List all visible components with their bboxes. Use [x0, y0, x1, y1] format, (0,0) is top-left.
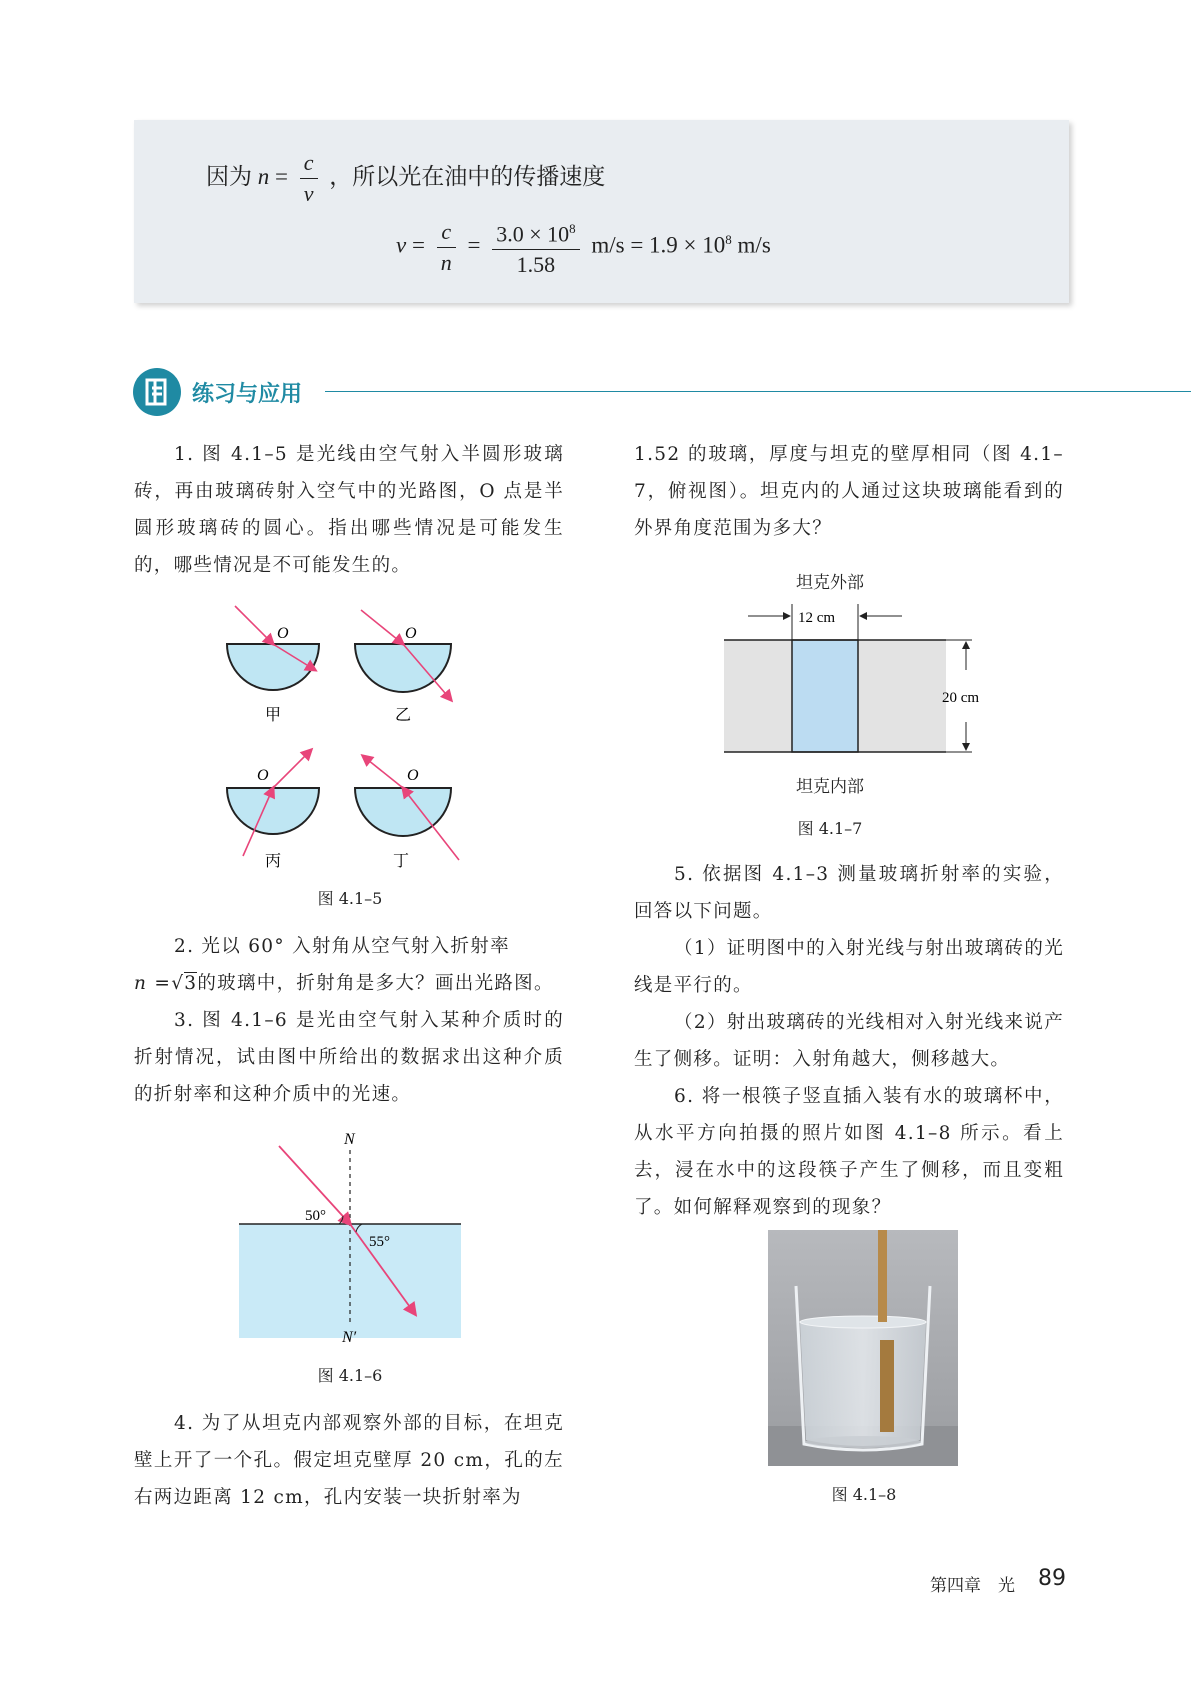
caption-4-1-7: 图 4.1–7	[797, 819, 863, 838]
section-title: 练习与应用	[192, 382, 303, 407]
question-3	[134, 1002, 564, 1113]
num-exponent: 8	[569, 221, 576, 236]
label-o: O	[405, 625, 417, 642]
caption-4-1-8: 图 4.1–8	[831, 1485, 897, 1504]
section-divider	[325, 391, 1191, 392]
denominator-v: v	[303, 181, 314, 206]
diagram-bing	[227, 750, 319, 870]
tank-inside-label: 坦克内部	[796, 777, 864, 797]
label-n-prime: N′	[342, 1329, 357, 1346]
label-n: N	[344, 1131, 355, 1148]
figure-4-1-5	[215, 600, 475, 880]
chopstick-below	[880, 1340, 894, 1432]
question-2-line1: 2. 光以 60° 入射角从空气射入折射率	[174, 936, 510, 957]
result-exponent: 8	[725, 231, 732, 247]
numerator-value	[492, 216, 579, 250]
question-5-1-text: （1）证明图中的入射光线与射出玻璃砖的光线是平行的。	[634, 938, 1064, 996]
exercise-icon	[133, 368, 181, 416]
text-because: 因为	[206, 163, 252, 189]
figure-4-1-6	[235, 1128, 465, 1348]
var-n: n	[257, 163, 270, 189]
speed-formula-line	[206, 150, 605, 207]
sqrt-value: 3	[184, 973, 198, 994]
chapter-label: 第四章 光	[930, 1576, 1015, 1596]
width-label: 12 cm	[798, 610, 836, 626]
example-solution-box	[134, 120, 1069, 303]
label-yi: 乙	[395, 707, 412, 724]
question-6-text: 6. 将一根筷子竖直插入装有水的玻璃杯中，从水平方向拍摄的照片如图 4.1–8 所示。看上去，浸在水中的这段筷子产生了侧移，而且变粗了。如何解释观察到的现象？	[634, 1086, 1064, 1218]
page-number: 89	[1038, 1566, 1066, 1591]
denominator-value: 1.58	[516, 252, 556, 278]
label-o: O	[407, 767, 419, 784]
glass-window	[792, 640, 858, 752]
question-3-text: 3. 图 4.1–6 是光由空气射入某种介质时的折射情况，试由图中所给出的数据求出这种介质的折射率和这种介质中的光速。	[134, 1010, 564, 1105]
caption-4-1-6: 图 4.1–6	[317, 1366, 383, 1385]
question-5-2-text: （2）射出玻璃砖的光线相对入射光线来说产生了侧移。证明：入射角越大，侧移越大。	[634, 1012, 1064, 1070]
tank-outside-label: 坦克外部	[796, 573, 864, 593]
label-o: O	[277, 625, 289, 642]
numerator-c: c	[437, 219, 456, 248]
diagram-yi	[355, 610, 451, 724]
var-v: v	[396, 232, 407, 258]
question-4-text: 4. 为了从坦克内部观察外部的目标，在坦克壁上开了一个孔。假定坦克壁厚 20 cm，孔的左右两边距离 12 cm，孔内安装一块折射率为	[134, 1413, 564, 1508]
figure-4-1-8-photo	[768, 1230, 958, 1466]
question-5-text: 5. 依据图 4.1–3 测量玻璃折射率的实验，回答以下问题。	[634, 864, 1064, 922]
q2-n-equals: n =	[134, 973, 172, 994]
diagram-ding	[355, 756, 459, 870]
equals-sign: =	[411, 232, 425, 258]
question-5	[634, 856, 1064, 1226]
equals-sign: =	[275, 163, 288, 189]
numerator-c: c	[300, 150, 318, 179]
text-speed-in-oil: ，所以光在油中的传播速度	[329, 163, 606, 189]
height-label: 20 cm	[942, 690, 980, 706]
denominator-n: n	[440, 249, 452, 275]
result-value: m/s = 1.9 × 10	[591, 232, 726, 258]
fraction-c-over-v	[300, 150, 318, 207]
question-2	[134, 928, 564, 1002]
q2-rest: 的玻璃中，折射角是多大？画出光路图。	[197, 973, 554, 994]
label-bing: 丙	[265, 853, 282, 870]
figure-4-1-7	[720, 604, 990, 764]
chopstick-above	[878, 1230, 887, 1322]
fraction-c-over-n	[437, 219, 456, 276]
sqrt-symbol: √	[171, 973, 185, 994]
question-4	[134, 1405, 564, 1516]
diagram-jia	[227, 606, 319, 724]
question-1-text: 1. 图 4.1–5 是光线由空气射入半圆形玻璃砖，再由玻璃砖射入空气中的光路图，O 点是半圆形玻璃砖的圆心。指出哪些情况是可能发生的，哪些情况是不可能发生的。	[134, 444, 564, 576]
question-4-continued	[634, 436, 1064, 547]
label-o: O	[257, 767, 269, 784]
angle-50: 50°	[305, 1208, 326, 1224]
num-mantissa: 3.0 × 10	[496, 221, 570, 247]
label-ding: 丁	[393, 853, 410, 870]
label-jia: 甲	[265, 707, 282, 724]
angle-55: 55°	[369, 1234, 390, 1250]
equals-sign: =	[467, 232, 481, 258]
result-unit: m/s	[737, 232, 771, 258]
question-4-cont-text: 1.52 的玻璃，厚度与坦克的壁厚相同（图 4.1–7，俯视图）。坦克内的人通过这块玻璃能看到的外界角度范围为多大？	[634, 444, 1064, 539]
caption-4-1-5: 图 4.1–5	[317, 889, 383, 908]
water	[800, 1322, 926, 1446]
fraction-value	[492, 216, 579, 278]
speed-result-line	[396, 216, 771, 278]
question-2-line2	[134, 965, 564, 1002]
question-1	[134, 436, 564, 584]
